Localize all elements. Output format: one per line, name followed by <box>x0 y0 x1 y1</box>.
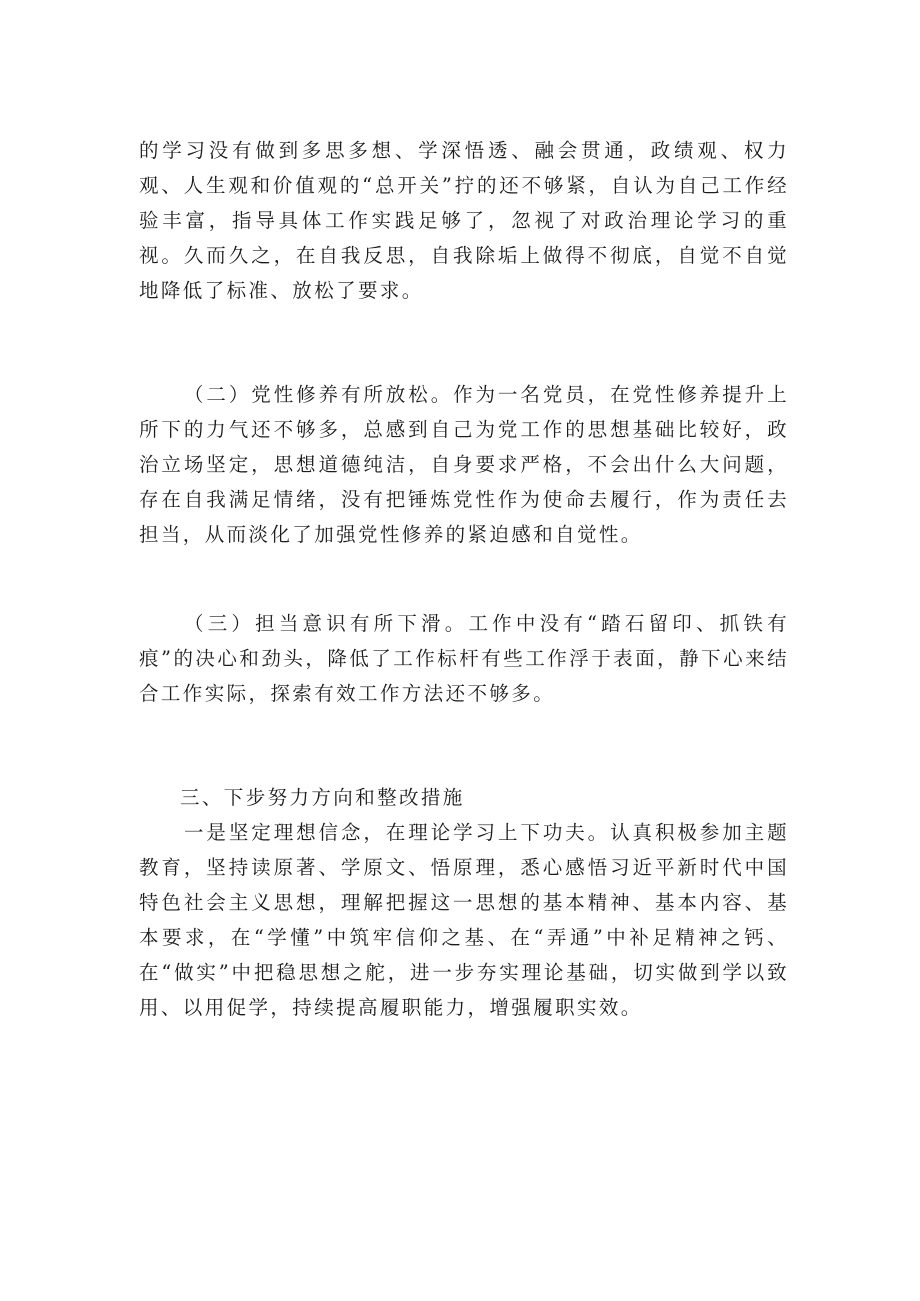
paragraph-party-spirit: （二）党性修养有所放松。作为一名党员，在党性修养提升上所下的力气还不够多，总感到自己为党工作的思想基础比较好，政治立场坚定，思想道德纯洁，自身要求严格，不会出什么大问题，存在自我满足情绪，没有把锤炼党性作为使命去履行，作为责任去担当，从而淡化了加强党性修养的紧迫感和自觉性。 <box>139 383 789 546</box>
paragraph-measures: 一是坚定理想信念，在理论学习上下功夫。认真积极参加主题教育，坚持读原著、学原文、悟原理，悉心感悟习近平新时代中国特色社会主义思想，理解把握这一思想的基本精神、基本内容、基本要求，在“学懂”中筑牢信仰之基、在“弄通”中补足精神之钙、在“做实”中把稳思想之舵，进一步夯实理论基础，切实做到学以致用、以用促学，持续提高履职能力，增强履职实效。 <box>139 821 789 1019</box>
section-heading: 三、下步努力方向和整改措施 <box>180 786 465 809</box>
paragraph-continuation: 的学习没有做到多思多想、学深悟透、融会贯通，政绩观、权力观、人生观和价值观的“总开关”拧的还不够紧，自认为自己工作经验丰富，指导具体工作实践足够了，忽视了对政治理论学习的重视。久而久之，在自我反思，自我除垢上做得不彻底，自觉不自觉地降低了标准、放松了要求。 <box>139 139 789 302</box>
paragraph-responsibility: （三）担当意识有所下滑。工作中没有“踏石留印、抓铁有痕”的决心和劲头，降低了工作标杆有些工作浮于表面，静下心来结合工作实际，探索有效工作方法还不够多。 <box>139 612 789 705</box>
